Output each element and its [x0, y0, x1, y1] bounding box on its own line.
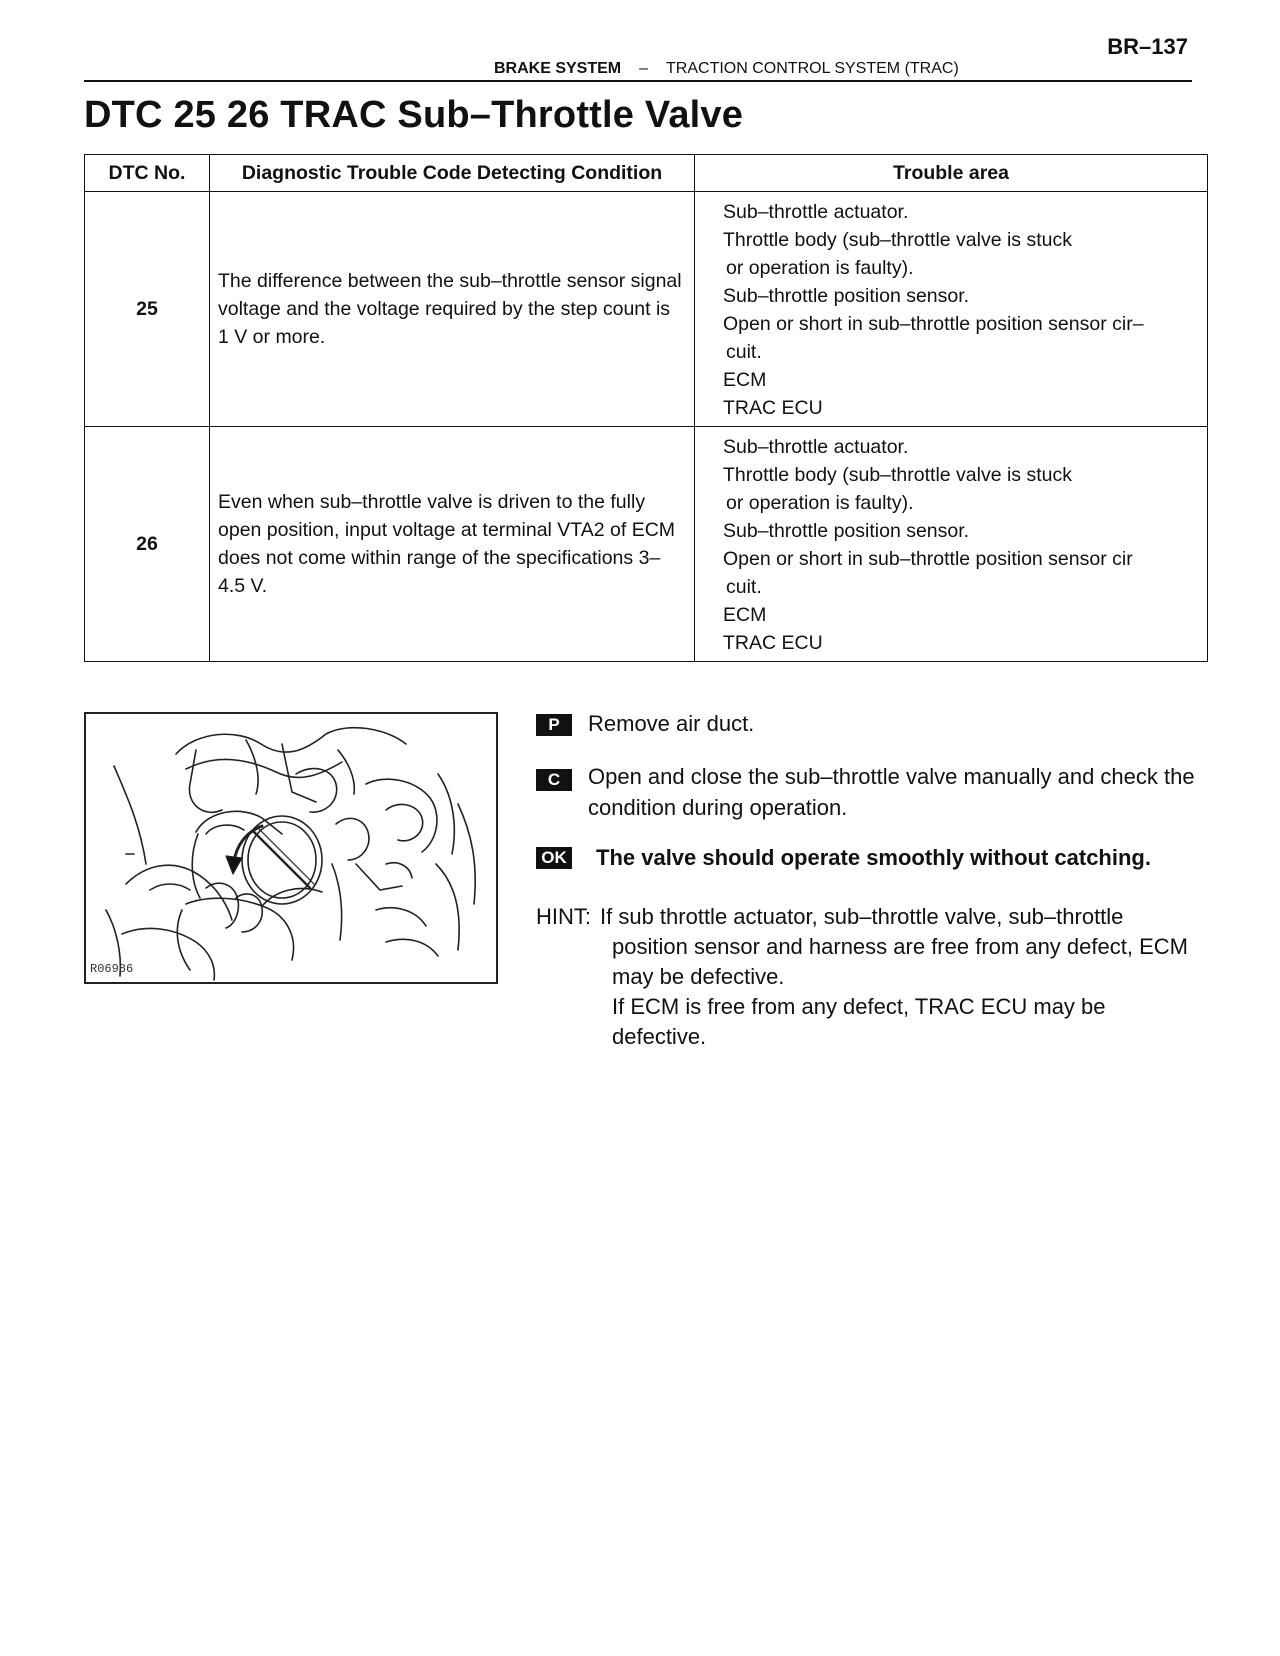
step-text: Remove air duct. [588, 711, 755, 736]
trouble-area-line: Sub–throttle position sensor. [723, 285, 970, 307]
trouble-area-line: or operation is faulty). [726, 492, 914, 514]
header-subsection: TRACTION CONTROL SYSTEM (TRAC) [666, 60, 959, 77]
dtc-number: 26 [85, 427, 210, 662]
header-separator: – [639, 60, 649, 77]
trouble-area-line: Sub–throttle position sensor. [723, 520, 970, 542]
illustration-code: R06986 [90, 962, 134, 976]
trouble-area-line: ECM [723, 604, 767, 626]
page-number: BR–137 [1107, 34, 1188, 59]
trouble-area-line: TRAC ECU [723, 632, 823, 654]
preparation-badge: P [536, 714, 572, 736]
hint-paragraph: If sub throttle actuator, sub–throttle valve, sub–throttle position sensor and harness are free from any defect, ECM may be defective. [600, 904, 1188, 989]
column-header-trouble-area: Trouble area [695, 155, 1208, 192]
trouble-area-line: Sub–throttle actuator. [723, 436, 909, 458]
trouble-area-line: Open or short in sub–throttle position sensor cir [723, 548, 1133, 570]
hint-paragraph: If ECM is free from any defect, TRAC ECU may be defective. [612, 994, 1106, 1049]
running-header [84, 58, 1192, 82]
header-section: BRAKE SYSTEM [494, 60, 622, 77]
detecting-condition: The difference between the sub–throttle sensor signal voltage and the voltage required by the step count is 1 V or more. [210, 192, 695, 427]
trouble-area-line: or operation is faulty). [726, 257, 914, 279]
detecting-condition: Even when sub–throttle valve is driven to the fully open position, input voltage at terminal VTA2 of ECM does not come within range of the specifications 3–4.5 V. [210, 427, 695, 662]
trouble-area-line: ECM [723, 369, 767, 391]
trouble-area-line: TRAC ECU [723, 397, 823, 419]
table-row [85, 427, 1208, 662]
throttle-valve-drawing [86, 714, 496, 982]
trouble-area-line: cuit. [726, 576, 762, 598]
ok-result-text: The valve should operate smoothly without catching. [596, 845, 1151, 870]
step-text: Open and close the sub–throttle valve manually and check the condition during operation. [588, 764, 1195, 820]
ok-badge: OK [536, 847, 572, 869]
dtc-table [84, 154, 1208, 662]
trouble-area-line: Throttle body (sub–throttle valve is stuck [723, 229, 1072, 251]
trouble-area-line: Throttle body (sub–throttle valve is stuck [723, 464, 1072, 486]
hint-label: HINT: [536, 904, 591, 929]
trouble-area-line: Open or short in sub–throttle position sensor cir– [723, 313, 1144, 335]
hint-body [600, 902, 1198, 1052]
trouble-area-line: Sub–throttle actuator. [723, 201, 909, 223]
trouble-area [695, 427, 1208, 662]
throttle-body-illustration [84, 712, 498, 984]
table-header-row [85, 155, 1208, 192]
table-row [85, 192, 1208, 427]
column-header-dtc: DTC No. [85, 155, 210, 192]
column-header-condition: Diagnostic Trouble Code Detecting Condition [210, 155, 695, 192]
page-title: DTC 25 26 TRAC Sub–Throttle Valve [84, 94, 744, 136]
trouble-area-line: cuit. [726, 341, 762, 363]
trouble-area [695, 192, 1208, 427]
check-badge: C [536, 769, 572, 791]
dtc-number: 25 [85, 192, 210, 427]
